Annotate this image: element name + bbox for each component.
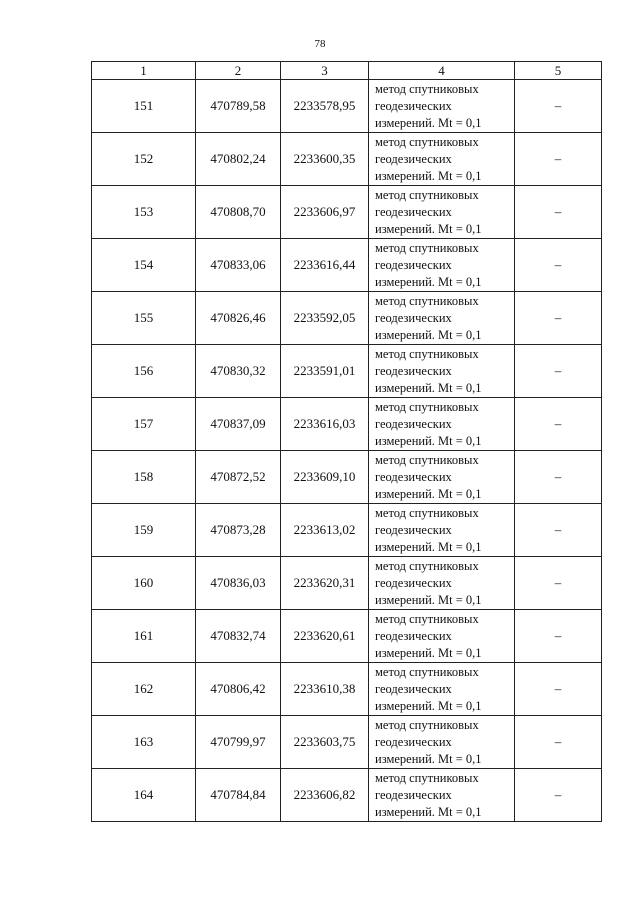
table-row bbox=[92, 557, 602, 610]
y-coordinate-cell: 2233606,82 bbox=[281, 769, 369, 822]
table-row bbox=[92, 80, 602, 133]
method-cell bbox=[369, 451, 515, 504]
page-number: 78 bbox=[314, 38, 326, 50]
point-number-cell: 156 bbox=[92, 345, 196, 398]
method-text-line: измерений. Mt = 0,1 bbox=[375, 592, 482, 607]
method-text-line: метод спутниковых bbox=[375, 664, 479, 679]
table-row bbox=[92, 663, 602, 716]
method-text-line: измерений. Mt = 0,1 bbox=[375, 645, 482, 660]
table-row bbox=[92, 610, 602, 663]
y-coordinate-cell: 2233609,10 bbox=[281, 451, 369, 504]
x-coordinate-cell: 470789,58 bbox=[196, 80, 281, 133]
method-cell bbox=[369, 504, 515, 557]
method-cell bbox=[369, 557, 515, 610]
note-cell: – bbox=[515, 451, 602, 504]
table-row bbox=[92, 292, 602, 345]
method-text-line: метод спутниковых bbox=[375, 717, 479, 732]
column-header-2: 2 bbox=[196, 62, 281, 80]
method-text-line: геодезических bbox=[375, 628, 452, 643]
x-coordinate-cell: 470784,84 bbox=[196, 769, 281, 822]
method-text-line: измерений. Mt = 0,1 bbox=[375, 274, 482, 289]
method-text-line: метод спутниковых bbox=[375, 187, 479, 202]
method-text-line: геодезических bbox=[375, 734, 452, 749]
column-header-3: 3 bbox=[281, 62, 369, 80]
method-text-line: метод спутниковых bbox=[375, 399, 479, 414]
point-number-cell: 154 bbox=[92, 239, 196, 292]
table-row bbox=[92, 716, 602, 769]
note-cell: – bbox=[515, 769, 602, 822]
method-text-line: метод спутниковых bbox=[375, 505, 479, 520]
note-cell: – bbox=[515, 504, 602, 557]
x-coordinate-cell: 470799,97 bbox=[196, 716, 281, 769]
y-coordinate-cell: 2233606,97 bbox=[281, 186, 369, 239]
point-number-cell: 162 bbox=[92, 663, 196, 716]
note-cell: – bbox=[515, 133, 602, 186]
table-header-row bbox=[92, 62, 602, 80]
point-number-cell: 159 bbox=[92, 504, 196, 557]
method-text-line: измерений. Mt = 0,1 bbox=[375, 327, 482, 342]
method-text-line: метод спутниковых bbox=[375, 346, 479, 361]
table-body bbox=[92, 80, 602, 822]
y-coordinate-cell: 2233603,75 bbox=[281, 716, 369, 769]
method-text-line: измерений. Mt = 0,1 bbox=[375, 804, 482, 819]
y-coordinate-cell: 2233620,61 bbox=[281, 610, 369, 663]
table-row bbox=[92, 186, 602, 239]
x-coordinate-cell: 470802,24 bbox=[196, 133, 281, 186]
point-number-cell: 161 bbox=[92, 610, 196, 663]
note-cell: – bbox=[515, 345, 602, 398]
x-coordinate-cell: 470830,32 bbox=[196, 345, 281, 398]
y-coordinate-cell: 2233620,31 bbox=[281, 557, 369, 610]
note-cell: – bbox=[515, 610, 602, 663]
method-cell bbox=[369, 186, 515, 239]
x-coordinate-cell: 470837,09 bbox=[196, 398, 281, 451]
point-number-cell: 163 bbox=[92, 716, 196, 769]
x-coordinate-cell: 470832,74 bbox=[196, 610, 281, 663]
x-coordinate-cell: 470873,28 bbox=[196, 504, 281, 557]
method-text-line: измерений. Mt = 0,1 bbox=[375, 486, 482, 501]
method-cell bbox=[369, 133, 515, 186]
method-text-line: геодезических bbox=[375, 575, 452, 590]
note-cell: – bbox=[515, 239, 602, 292]
method-cell bbox=[369, 292, 515, 345]
method-text-line: метод спутниковых bbox=[375, 81, 479, 96]
method-text-line: метод спутниковых bbox=[375, 770, 479, 785]
x-coordinate-cell: 470826,46 bbox=[196, 292, 281, 345]
method-text-line: метод спутниковых bbox=[375, 558, 479, 573]
method-cell bbox=[369, 345, 515, 398]
note-cell: – bbox=[515, 557, 602, 610]
point-number-cell: 153 bbox=[92, 186, 196, 239]
column-header-4: 4 bbox=[369, 62, 515, 80]
x-coordinate-cell: 470836,03 bbox=[196, 557, 281, 610]
table-row bbox=[92, 345, 602, 398]
x-coordinate-cell: 470808,70 bbox=[196, 186, 281, 239]
method-text-line: метод спутниковых bbox=[375, 293, 479, 308]
point-number-cell: 152 bbox=[92, 133, 196, 186]
y-coordinate-cell: 2233616,03 bbox=[281, 398, 369, 451]
method-text-line: измерений. Mt = 0,1 bbox=[375, 751, 482, 766]
note-cell: – bbox=[515, 716, 602, 769]
point-number-cell: 157 bbox=[92, 398, 196, 451]
point-number-cell: 160 bbox=[92, 557, 196, 610]
method-cell bbox=[369, 663, 515, 716]
method-text-line: измерений. Mt = 0,1 bbox=[375, 698, 482, 713]
column-header-5: 5 bbox=[515, 62, 602, 80]
note-cell: – bbox=[515, 186, 602, 239]
point-number-cell: 155 bbox=[92, 292, 196, 345]
method-cell bbox=[369, 610, 515, 663]
y-coordinate-cell: 2233600,35 bbox=[281, 133, 369, 186]
method-text-line: измерений. Mt = 0,1 bbox=[375, 539, 482, 554]
method-text-line: геодезических bbox=[375, 98, 452, 113]
method-cell bbox=[369, 80, 515, 133]
table-row bbox=[92, 451, 602, 504]
x-coordinate-cell: 470833,06 bbox=[196, 239, 281, 292]
method-text-line: метод спутниковых bbox=[375, 611, 479, 626]
method-cell bbox=[369, 239, 515, 292]
method-text-line: геодезических bbox=[375, 310, 452, 325]
note-cell: – bbox=[515, 398, 602, 451]
method-text-line: измерений. Mt = 0,1 bbox=[375, 168, 482, 183]
table-row bbox=[92, 133, 602, 186]
y-coordinate-cell: 2233578,95 bbox=[281, 80, 369, 133]
method-text-line: измерений. Mt = 0,1 bbox=[375, 433, 482, 448]
point-number-cell: 164 bbox=[92, 769, 196, 822]
method-cell bbox=[369, 716, 515, 769]
method-text-line: измерений. Mt = 0,1 bbox=[375, 380, 482, 395]
method-text-line: геодезических bbox=[375, 787, 452, 802]
point-number-cell: 151 bbox=[92, 80, 196, 133]
method-text-line: геодезических bbox=[375, 416, 452, 431]
method-text-line: геодезических bbox=[375, 204, 452, 219]
method-text-line: метод спутниковых bbox=[375, 134, 479, 149]
note-cell: – bbox=[515, 292, 602, 345]
note-cell: – bbox=[515, 663, 602, 716]
method-text-line: метод спутниковых bbox=[375, 452, 479, 467]
method-text-line: геодезических bbox=[375, 151, 452, 166]
y-coordinate-cell: 2233592,05 bbox=[281, 292, 369, 345]
y-coordinate-cell: 2233616,44 bbox=[281, 239, 369, 292]
y-coordinate-cell: 2233591,01 bbox=[281, 345, 369, 398]
coordinates-table bbox=[91, 61, 602, 822]
method-text-line: геодезических bbox=[375, 469, 452, 484]
table-row bbox=[92, 504, 602, 557]
method-text-line: измерений. Mt = 0,1 bbox=[375, 221, 482, 236]
point-number-cell: 158 bbox=[92, 451, 196, 504]
method-text-line: геодезических bbox=[375, 522, 452, 537]
table-row bbox=[92, 239, 602, 292]
method-text-line: метод спутниковых bbox=[375, 240, 479, 255]
method-text-line: геодезических bbox=[375, 257, 452, 272]
table-row bbox=[92, 769, 602, 822]
method-text-line: геодезических bbox=[375, 681, 452, 696]
x-coordinate-cell: 470872,52 bbox=[196, 451, 281, 504]
x-coordinate-cell: 470806,42 bbox=[196, 663, 281, 716]
y-coordinate-cell: 2233613,02 bbox=[281, 504, 369, 557]
method-text-line: геодезических bbox=[375, 363, 452, 378]
method-cell bbox=[369, 398, 515, 451]
table-row bbox=[92, 398, 602, 451]
method-cell bbox=[369, 769, 515, 822]
column-header-1: 1 bbox=[92, 62, 196, 80]
method-text-line: измерений. Mt = 0,1 bbox=[375, 115, 482, 130]
y-coordinate-cell: 2233610,38 bbox=[281, 663, 369, 716]
note-cell: – bbox=[515, 80, 602, 133]
